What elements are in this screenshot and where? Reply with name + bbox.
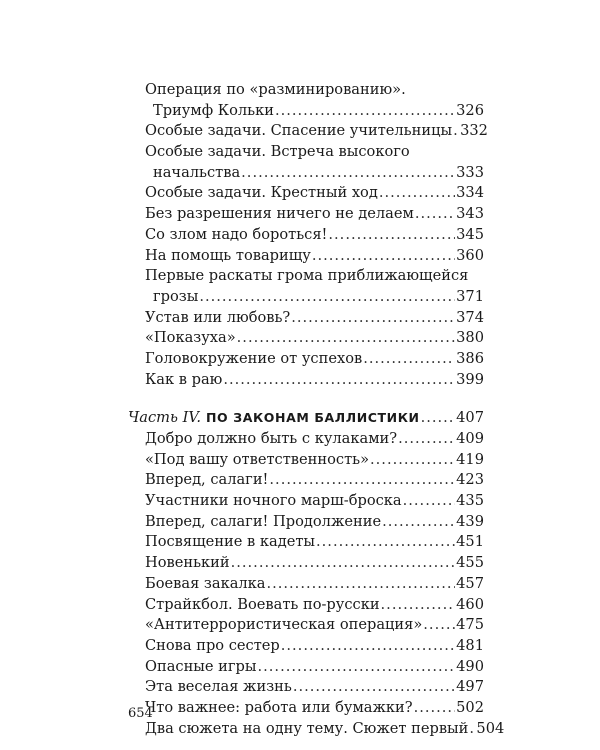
dot-leader xyxy=(266,574,455,595)
dot-leader xyxy=(379,183,455,204)
page-number: 386 xyxy=(456,349,484,367)
entry-title: Головокружение от успехов xyxy=(145,349,363,367)
entry-title: грозы xyxy=(153,287,199,305)
folio-page-number: 654 xyxy=(128,706,153,721)
dot-leader xyxy=(269,470,455,491)
entry-title: Эта веселая жизнь xyxy=(145,678,292,696)
page-number: 399 xyxy=(456,370,484,388)
dot-leader xyxy=(363,349,455,370)
toc-part-heading[interactable] xyxy=(128,408,484,429)
toc-entry[interactable] xyxy=(128,470,484,491)
page-number: 457 xyxy=(456,574,484,592)
toc-entry[interactable] xyxy=(128,450,484,471)
toc-entry[interactable] xyxy=(128,595,484,616)
page-number: 475 xyxy=(456,616,484,634)
dot-leader xyxy=(423,615,455,636)
entry-title: Особые задачи. Крестный ход xyxy=(145,184,378,202)
page-number: 409 xyxy=(456,430,484,447)
dot-leader xyxy=(237,328,455,349)
dot-leader xyxy=(316,532,455,553)
toc-entry[interactable] xyxy=(128,429,484,450)
page-number: 481 xyxy=(456,636,484,654)
page-number: 380 xyxy=(456,329,484,347)
page-number: 435 xyxy=(456,492,484,510)
entry-title: Со злом надо бороться! xyxy=(145,225,328,243)
dot-leader xyxy=(453,121,459,142)
page-number: 504 xyxy=(476,719,505,737)
page-number: 423 xyxy=(456,471,484,489)
page-number: 334 xyxy=(456,184,484,202)
entry-title: «Под вашу ответственность» xyxy=(145,450,370,468)
entry-title: Два сюжета на одну тему. Сюжет первый xyxy=(145,719,469,737)
entry-title: Вперед, салаги! xyxy=(145,471,269,489)
page-number: 333 xyxy=(456,163,484,181)
page-number: 374 xyxy=(456,308,484,326)
entry-title: Первые раскаты грома приближающейся xyxy=(145,267,469,285)
toc-entry[interactable] xyxy=(128,532,484,553)
entry-title: Особые задачи. Встреча высокого xyxy=(145,143,410,161)
dot-leader xyxy=(381,595,456,616)
page-number: 343 xyxy=(456,205,484,223)
toc-entry[interactable] xyxy=(128,574,484,595)
part-label: Часть IV. xyxy=(128,409,201,427)
toc-entry[interactable] xyxy=(128,657,484,678)
page-number: 419 xyxy=(456,450,484,468)
entry-title: «Антитеррористическая операция» xyxy=(145,616,423,634)
entry-title: Посвящение в кадеты xyxy=(145,533,316,551)
dot-leader xyxy=(223,370,455,391)
part-title: ПО ЗАКОНАМ БАЛЛИСТИКИ xyxy=(205,410,420,426)
dot-leader xyxy=(414,698,456,719)
toc-entry[interactable] xyxy=(128,328,484,349)
entry-title: Без разрешения ничего не делаем xyxy=(145,205,414,223)
page-number: 371 xyxy=(456,287,484,305)
dot-leader xyxy=(469,719,475,740)
toc-entry[interactable] xyxy=(128,719,505,740)
dot-leader xyxy=(199,287,455,308)
dot-leader xyxy=(258,657,456,678)
toc-section-part-iv xyxy=(128,429,505,739)
dot-leader xyxy=(415,204,455,225)
dot-leader xyxy=(281,636,455,657)
toc-entry[interactable] xyxy=(128,142,484,183)
entry-title: Триумф Кольки xyxy=(153,101,274,119)
entry-title: «Показуха» xyxy=(145,329,236,347)
entry-title: Новенький xyxy=(145,554,230,572)
page-number: 502 xyxy=(456,698,484,716)
toc-entry[interactable] xyxy=(128,636,484,657)
toc-entry[interactable] xyxy=(128,246,484,267)
dot-leader xyxy=(231,553,456,574)
page-number: 360 xyxy=(456,246,484,264)
page-number: 407 xyxy=(456,409,484,427)
page-number: 455 xyxy=(456,554,484,572)
entry-title: Боевая закалка xyxy=(145,574,266,592)
entry-title: Добро должно быть с кулаками? xyxy=(145,430,398,447)
toc-entry[interactable] xyxy=(128,370,484,391)
dot-leader xyxy=(328,225,455,246)
dot-leader xyxy=(382,512,455,533)
entry-title: Что важнее: работа или бумажки? xyxy=(145,698,413,716)
page-number: 451 xyxy=(456,533,484,551)
dot-leader xyxy=(275,101,455,122)
toc-entry[interactable] xyxy=(128,225,484,246)
toc-entry[interactable] xyxy=(128,698,484,719)
toc-entry[interactable] xyxy=(128,553,484,574)
entry-title: начальства xyxy=(153,163,241,181)
page-number: 460 xyxy=(456,595,484,613)
toc-entry[interactable] xyxy=(128,183,484,204)
entry-title: Устав или любовь? xyxy=(145,308,291,326)
page-number: 439 xyxy=(456,512,484,530)
dot-leader xyxy=(291,308,455,329)
entry-title: Опасные игры xyxy=(145,657,257,675)
toc-entry[interactable] xyxy=(128,349,484,370)
page-number: 345 xyxy=(456,225,484,243)
toc-entry[interactable] xyxy=(128,615,484,636)
table-of-contents xyxy=(128,80,505,739)
entry-title: На помощь товарищу xyxy=(145,246,311,264)
toc-entry[interactable] xyxy=(128,204,484,225)
entry-title: Как в раю xyxy=(145,370,223,388)
section-gap xyxy=(128,390,484,408)
entry-title: Вперед, салаги! Продолжение xyxy=(145,512,382,530)
dot-leader xyxy=(398,429,455,450)
entry-title: Операция по «разминированию». xyxy=(145,81,406,98)
dot-leader xyxy=(293,677,455,698)
toc-section-part-iii xyxy=(128,80,488,390)
toc-entry[interactable] xyxy=(128,80,484,121)
toc-entry[interactable] xyxy=(128,266,484,307)
entry-title: Особые задачи. Спасение учительницы xyxy=(145,122,453,140)
entry-title: Страйкбол. Воевать по-русски xyxy=(145,595,380,613)
toc-entry[interactable] xyxy=(128,677,484,698)
entry-title: Снова про сестер xyxy=(145,636,280,654)
page-number: 332 xyxy=(460,122,488,140)
entry-title: Участники ночного марш-броска xyxy=(145,492,402,510)
page-number: 326 xyxy=(456,101,484,119)
dot-leader xyxy=(312,246,455,267)
dot-leader xyxy=(370,450,455,471)
dot-leader xyxy=(403,491,456,512)
toc-entry[interactable] xyxy=(128,308,484,329)
toc-entry[interactable] xyxy=(128,512,484,533)
dot-leader xyxy=(241,163,455,184)
page-number: 490 xyxy=(456,657,484,675)
dot-leader xyxy=(421,408,456,429)
toc-entry[interactable] xyxy=(128,491,484,512)
page-number: 497 xyxy=(456,678,484,696)
toc-entry[interactable] xyxy=(128,121,488,142)
